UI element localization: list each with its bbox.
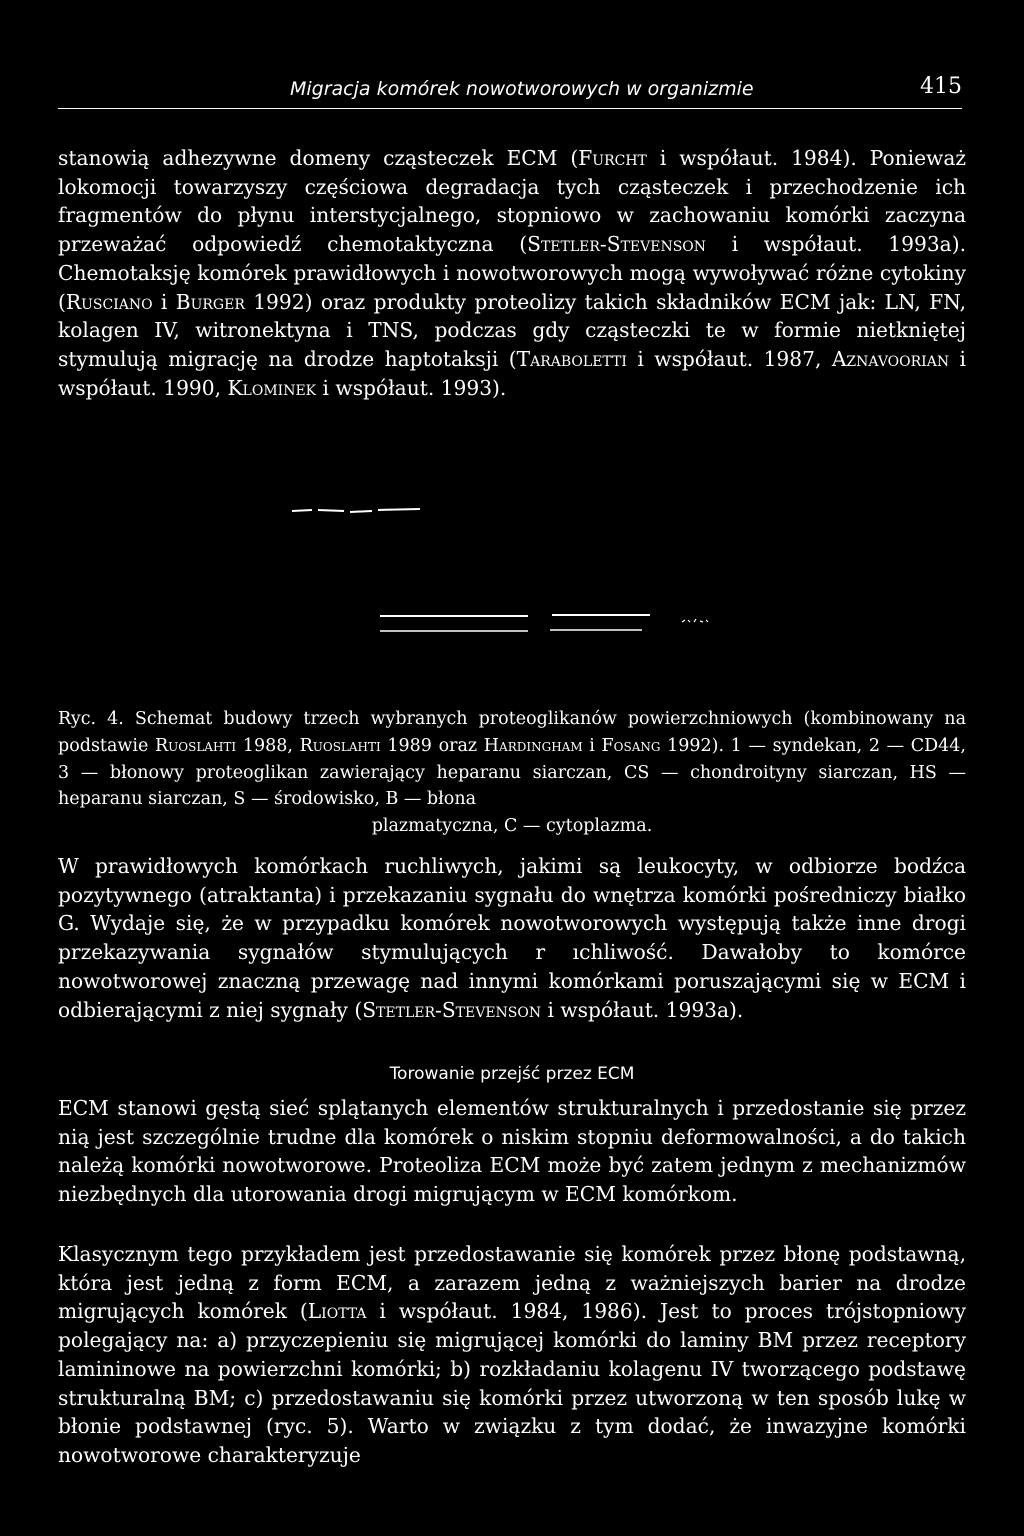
page-number: 415: [920, 74, 962, 99]
paragraph-2: [58, 852, 966, 1024]
figure-remnant-dash: [292, 509, 420, 512]
text-run: ECM stanowi gęstą sieć splątanych elementów strukturalnych i przedostanie się przez nią jest szczególnie trudne dla komórek o niskim stopniu deformowalności, a do takich należą komórki nowotworowe. Proteoliza ECM może być zatem jednym z mechanizmów niezbędnych dla utorowania drogi migrującym w ECM komórkom.: [58, 1096, 966, 1207]
text-run: W prawidłowych komórkach ruchliwych, jakimi są leukocyty, w odbiorze bodźca pozytywnego (atraktanta) i przekazaniu sygnału do wnętrza komórki pośredniczy białko G. Wydaje się, że w przypadku komórek nowotworowych występują także inne drogi przekazywania sygnałów stymulujących r ıchliwość. Dawałoby to komórce nowotworowej znaczną przewagę nad innymi komórkami poruszającymi się w ECM i odbierającymi z niej sygnały (: [58, 854, 966, 1022]
citation-author: Ruoslahti: [154, 735, 237, 756]
running-header: [58, 74, 962, 109]
citation-author: Burger: [175, 289, 245, 314]
text-run: Ryc. 4. Schemat budowy trzech wybranych proteoglikanów powierzchniowych (kombinowany na podstawie: [58, 709, 966, 756]
citation-author: Stetler-Stevenson: [527, 232, 707, 257]
text-run: 1992) oraz produkty proteolizy takich składników ECM jak: LN, FN, kolagen IV, witronektyna i TNS, podczas gdy cząsteczki te w formie nietkniętej stymulują migrację na drodze haptotaksji (: [58, 289, 966, 371]
paragraph-1: [58, 144, 966, 402]
figure-caption: [58, 706, 966, 840]
citation-author: Taraboletti: [516, 346, 627, 371]
citation-author: Ruoslahti: [299, 735, 381, 756]
text-run: i: [152, 289, 176, 314]
citation-author: Aznavoorian: [831, 346, 950, 371]
text-run: i: [582, 735, 602, 756]
citation-author: Liotta: [307, 1299, 367, 1324]
text-run: 1992). 1 — syndekan, 2 — CD44, 3 — błonowy proteoglikan zawierający heparanu siarczan, CS — chondroityny siarczan, HS — heparanu siarczan, S — środowisko, B — błona: [58, 735, 966, 810]
caption-last-line: plazmatyczna, C — cytoplazma.: [371, 816, 653, 837]
figure-remnant-specks: [682, 619, 708, 622]
paragraph-4: [58, 1240, 966, 1470]
citation-author: Stetler-Stevenson: [362, 997, 542, 1022]
citation-author: Hardingham: [483, 735, 583, 756]
text-run: 1988,: [236, 735, 300, 756]
text-run: i współaut. 1984). Ponieważ lokomocji towarzyszy częściowa degradacja tych cząsteczek i przechodzenie ich fragmentów do płynu interstycjalnego, stopniowo w zachowaniu komórki zaczyna przeważać odpowiedź chemotaktyczna (: [58, 146, 966, 257]
text-run: Klasycznym tego przykładem jest przedostawanie się komórek przez błonę podstawną, która jest jedną z form ECM, a zarazem jedną z ważniejszych barier na drodze migrujących komórek (: [58, 1242, 966, 1324]
citation-author: Rusciano: [65, 289, 153, 314]
text-run: i współaut. 1990,: [58, 346, 966, 400]
citation-author: Klominek: [227, 375, 317, 400]
text-run: i współaut. 1993a). Chemotaksję komórek prawidłowych i nowotworowych mogą wywoływać różne cytokiny (: [58, 232, 966, 314]
text-run: i współaut. 1993).: [316, 375, 507, 400]
paragraph-3: [58, 1094, 966, 1209]
text-run: 1989 oraz: [380, 735, 484, 756]
citation-author: Fosang: [601, 735, 661, 756]
citation-author: Furcht: [578, 146, 647, 170]
text-run: i współaut. 1984, 1986). Jest to proces trójstopniowy polegający na: a) przyczepieniu się migrującej komórki do laminy BM przez receptory lamininowe na powierzchni komórki; b) rozkładaniu kolagenu IV tworzącego podstawę strukturalną BM; c) przedostawaniu się komórki przez utworzoną w ten sposób lukę w błonie podstawnej (ryc. 5). Warto w związku z tym dodać, że inwazyjne komórki nowotworowe charakteryzuje: [58, 1299, 966, 1467]
text-run: stanowią adhezywne domeny cząsteczek ECM (: [58, 146, 579, 170]
figure-4-image: [0, 500, 1024, 660]
text-run: i współaut. 1993a).: [541, 997, 744, 1022]
section-heading: Torowanie przejść przez ECM: [389, 1064, 635, 1084]
text-run: i współaut. 1987,: [626, 346, 832, 371]
running-title: Migracja komórek nowotworowych w organizmie: [290, 78, 754, 100]
